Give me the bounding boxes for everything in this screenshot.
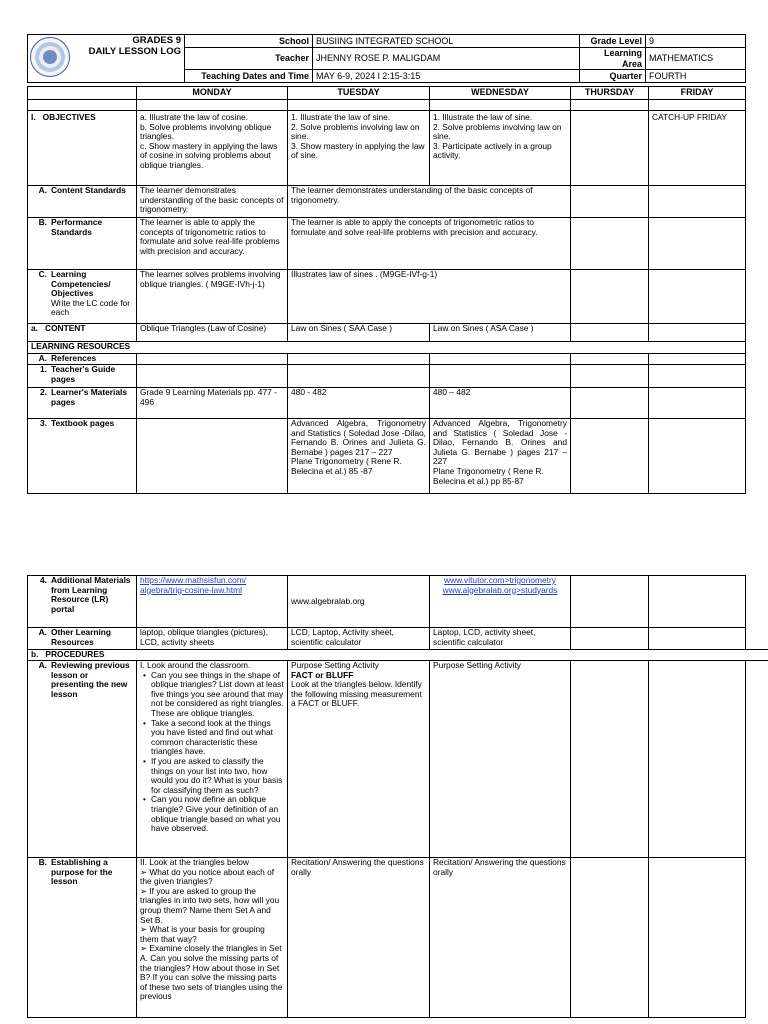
- grade-level-label: Grade Level: [580, 35, 646, 48]
- empty-cell: [571, 576, 649, 628]
- objective-item: 2. Solve problems involving law on sine.: [433, 121, 562, 142]
- row-label: Performance Standards: [51, 217, 103, 237]
- learners-materials-wednesday: 480 – 482: [430, 388, 571, 419]
- objective-item: 1. Illustrate the law of sine.: [291, 112, 391, 122]
- objectives-tuesday: [288, 111, 430, 186]
- empty-cell: [288, 365, 430, 388]
- day-header-friday: FRIDAY: [649, 87, 746, 100]
- lesson-table-part2: [27, 575, 768, 1018]
- learners-materials-label: [28, 388, 137, 419]
- row-label: Teacher's Guide pages: [51, 364, 116, 384]
- empty-cell: [649, 270, 746, 324]
- competencies-tue-wed: Illustrates law of sines . (M9GE-IVf-g-1): [288, 270, 571, 324]
- empty-cell: [571, 324, 649, 342]
- row-number: A.: [38, 353, 47, 363]
- activity-title: Purpose Setting Activity: [291, 660, 379, 670]
- algebralab-text: www.algebralab.org: [291, 595, 365, 606]
- activity-name: FACT or BLUFF: [291, 669, 354, 680]
- objectives-thursday: [571, 111, 649, 186]
- establishing-wednesday: Recitation/ Answering the questions orally: [430, 858, 571, 1018]
- mathsisfun-link[interactable]: https://www.mathsisfun.com/ algebra/trig-cosine-law.html: [140, 575, 247, 595]
- row-number: A.: [38, 627, 47, 637]
- teachers-guide-label: [28, 365, 137, 388]
- empty-cell: [649, 388, 746, 419]
- other-resources-tuesday: LCD, Laptop, Activity sheet, scientific calculator: [288, 628, 430, 650]
- empty-cell: [571, 419, 649, 494]
- content-tuesday: Law on Sines ( SAA Case ): [288, 324, 430, 342]
- row-number: C.: [38, 269, 47, 279]
- empty-cell: [649, 628, 746, 650]
- reviewing-tuesday: [288, 661, 430, 858]
- textbook-reference: Plane Trigonometry ( Rene R. Belecina et al.) pp 85-87: [433, 465, 544, 486]
- row-number: B.: [38, 217, 47, 227]
- objective-item: 1. Illustrate the law of sine.: [433, 112, 533, 122]
- objectives-friday: CATCH-UP FRIDAY: [649, 111, 746, 186]
- spacer-cell: [571, 100, 649, 111]
- performance-standards-label: [28, 218, 137, 270]
- list-item: ➢ What do you notice about each of the given triangles?: [140, 866, 275, 887]
- empty-cell: [649, 354, 746, 365]
- empty-cell: [430, 365, 571, 388]
- learning-area-value: MATHEMATICS: [646, 48, 746, 70]
- content-label: a. CONTENT: [28, 324, 137, 342]
- row-label: Textbook pages: [51, 418, 115, 428]
- reviewing-monday: [137, 661, 288, 858]
- objectives-label: I. OBJECTIVES: [28, 111, 137, 186]
- learning-resources-label: LEARNING RESOURCES: [28, 342, 746, 354]
- objective-item: b. Solve problems involving oblique triangles.: [140, 121, 272, 142]
- empty-cell: [571, 628, 649, 650]
- other-resources-wednesday: Laptop, LCD, activity sheet, scientific calculator: [430, 628, 571, 650]
- empty-cell: [649, 576, 746, 628]
- empty-cell: [571, 270, 649, 324]
- competencies-monday: The learner solves problems involving oblique triangles. ( M9GE-IVh-j-1): [137, 270, 288, 324]
- content-standards-label: [28, 186, 137, 218]
- empty-cell: [137, 354, 288, 365]
- empty-cell: [137, 419, 288, 494]
- establishing-intro: II. Look at the triangles below: [140, 857, 249, 867]
- reviewing-label: [28, 661, 137, 858]
- objectives-monday: [137, 111, 288, 186]
- vitutor-link[interactable]: www.vitutor.com>trigonometry: [444, 575, 556, 585]
- row-number: 1.: [40, 364, 47, 374]
- empty-cell: [649, 661, 746, 858]
- objective-item: 2. Solve problems involving law on sine.: [291, 121, 420, 142]
- content-wednesday: Law on Sines ( ASA Case ): [430, 324, 571, 342]
- day-header-tuesday: TUESDAY: [288, 87, 430, 100]
- objective-item: a. Illustrate the law of cosine.: [140, 112, 248, 122]
- empty-cell: [137, 365, 288, 388]
- textbook-tuesday: [288, 419, 430, 494]
- list-item: • Can you now define an oblique triangle? Give your definition of an oblique triangle based on what you have observed.: [151, 795, 284, 833]
- review-question-list: [140, 671, 284, 834]
- row-number: A.: [38, 185, 47, 195]
- activity-instructions: Look at the triangles below. Identify the following missing measurement a FACT or BLUFF.: [291, 679, 422, 709]
- content-standards-tue-wed: The learner demonstrates understanding of the basic concepts of trigonometry.: [288, 186, 571, 218]
- performance-standards-tue-wed: The learner is able to apply the concepts of trigonometric ratios to formulate and solve real-life problems with precision and accuracy.: [288, 218, 571, 270]
- other-resources-monday: laptop, oblique triangles (pictures), LCD, activity sheets: [137, 628, 288, 650]
- list-item: ➢ If you are asked to group the triangles in into two sets, how will you group them? Name them Set A and Set B.: [140, 885, 280, 925]
- school-label: School: [185, 35, 313, 48]
- textbook-label: [28, 419, 137, 494]
- corner-cell: [28, 87, 137, 100]
- day-header-monday: MONDAY: [137, 87, 288, 100]
- textbook-reference: Advanced Algebra, Trigonometry and Statistics ( Soledad Jose -Dilao, Fernando B. Orines and Julieta G. Bernabe ) pages 217 – 227: [433, 418, 567, 467]
- header-table: [27, 34, 746, 83]
- empty-cell: [746, 661, 768, 858]
- spacer-cell: [430, 100, 571, 111]
- performance-standards-monday: The learner is able to apply the concepts of trigonometric ratios to formulate and solve real-life problems with precision and accuracy.: [137, 218, 288, 270]
- competencies-label: [28, 270, 137, 324]
- list-item: ➢ What is your basis for grouping them that way?: [140, 924, 265, 944]
- additional-materials-wednesday: [430, 576, 571, 628]
- row-sublabel: Write the LC code for each: [51, 297, 130, 318]
- additional-materials-tuesday: [288, 576, 430, 628]
- school-value: BUSIING INTEGRATED SCHOOL: [313, 35, 580, 48]
- empty-cell: [649, 858, 746, 1018]
- row-number: 4.: [40, 575, 47, 585]
- other-resources-label: [28, 628, 137, 650]
- grade-level-value: 9: [646, 35, 746, 48]
- spacer-cell: [288, 100, 430, 111]
- list-item: • Take a second look at the things you have listed and find out what common characteristic these triangles have.: [151, 719, 284, 757]
- row-label: Establishing a purpose for the lesson: [51, 857, 113, 887]
- content-monday: Oblique Triangles (Law of Cosine): [137, 324, 288, 342]
- teacher-label: Teacher: [185, 48, 313, 70]
- dll-title: GRADES 9 DAILY LESSON LOG: [28, 35, 185, 83]
- empty-cell: [649, 218, 746, 270]
- empty-cell: [649, 365, 746, 388]
- spacer-cell: [649, 100, 746, 111]
- establishing-label: [28, 858, 137, 1018]
- list-item: ➢ Examine closely the triangles in Set A. Can you solve the missing parts of the triangles? How about those in Set B? If you can solve the missing parts of these two sets of triangles using the previous: [140, 943, 283, 1002]
- row-number: A.: [38, 660, 47, 670]
- objectives-wednesday: [430, 111, 571, 186]
- day-header-wednesday: WEDNESDAY: [430, 87, 571, 100]
- additional-materials-label: [28, 576, 137, 628]
- teacher-value: JHENNY ROSE P. MALIGDAM: [313, 48, 580, 70]
- textbook-reference: Plane Trigonometry ( Rene R. Belecina et al.) 85 -87: [291, 456, 402, 476]
- row-label: Other Learning Resources: [51, 627, 112, 647]
- row-label: Learner's Materials pages: [51, 387, 128, 407]
- reviewing-wednesday: Purpose Setting Activity: [430, 661, 571, 858]
- day-header-thursday: THURSDAY: [571, 87, 649, 100]
- textbook-reference: Advanced Algebra, Trigonometry and Statistics ( Soledad Jose -Dilao, Fernando B. Orines and Julieta G. Bernabe ) pages 217 – 227: [291, 418, 426, 457]
- objective-item: 3. Show mastery in applying the law of sine.: [291, 140, 425, 161]
- empty-cell: [649, 324, 746, 342]
- list-item: • Can you see things in the shape of oblique triangles? List down at least five things you see around that may not be considered as right triangles. These are oblique triangles.: [151, 671, 284, 719]
- empty-cell: [746, 858, 768, 1018]
- content-standards-monday: The learner demonstrates understanding of the basic concepts of trigonometry.: [137, 186, 288, 218]
- quarter-value: FOURTH: [646, 70, 746, 83]
- learning-area-label: Learning Area: [580, 48, 646, 70]
- empty-cell: [746, 628, 768, 650]
- empty-cell: [746, 576, 768, 628]
- row-label: Additional Materials from Learning Resource (LR) portal: [51, 575, 131, 614]
- spacer-cell: [137, 100, 288, 111]
- empty-cell: [571, 661, 649, 858]
- row-label: Reviewing previous lesson or presenting the new lesson: [51, 660, 130, 699]
- teaching-dates-value: MAY 6-9, 2024 l 2:15-3:15: [313, 70, 580, 83]
- additional-materials-monday: [137, 576, 288, 628]
- review-intro: I. Look around the classroom.: [140, 660, 251, 670]
- empty-cell: [571, 365, 649, 388]
- row-number: 3.: [40, 418, 47, 428]
- empty-cell: [430, 354, 571, 365]
- empty-cell: [571, 218, 649, 270]
- empty-cell: [288, 354, 430, 365]
- empty-cell: [571, 388, 649, 419]
- empty-cell: [571, 186, 649, 218]
- algebralab-link[interactable]: www.algebralab.org>studyards: [442, 584, 558, 595]
- empty-cell: [571, 354, 649, 365]
- establishing-tuesday: Recitation/ Answering the questions orally: [288, 858, 430, 1018]
- objective-item: 3. Participate actively in a group activity.: [433, 140, 552, 161]
- teaching-dates-label: Teaching Dates and Time: [185, 70, 313, 83]
- establishing-monday: [137, 858, 288, 1018]
- empty-cell: [649, 186, 746, 218]
- row-label: Learning Competencies/ Objectives: [51, 269, 111, 299]
- objective-item: c. Show mastery in applying the laws of cosine in solving problems about oblique triangles.: [140, 140, 278, 170]
- quarter-label: Quarter: [580, 70, 646, 83]
- row-label: Content Standards: [51, 185, 126, 195]
- lesson-table-part1: [27, 86, 746, 494]
- empty-cell: [571, 858, 649, 1018]
- empty-cell: [649, 419, 746, 494]
- learners-materials-tuesday: 480 - 482: [288, 388, 430, 419]
- procedures-label: b. PROCEDURES: [28, 650, 768, 661]
- row-number: 2.: [40, 387, 47, 397]
- list-item: • If you are asked to classify the things on your list into two, how would you do it? What is your basis for classifying them as such?: [151, 757, 284, 795]
- row-label: References: [51, 353, 97, 363]
- row-number: B.: [38, 857, 47, 867]
- textbook-wednesday: [430, 419, 571, 494]
- learners-materials-monday: Grade 9 Learning Materials pp. 477 - 496: [137, 388, 288, 419]
- spacer-cell: [28, 100, 137, 111]
- references-label: [28, 354, 137, 365]
